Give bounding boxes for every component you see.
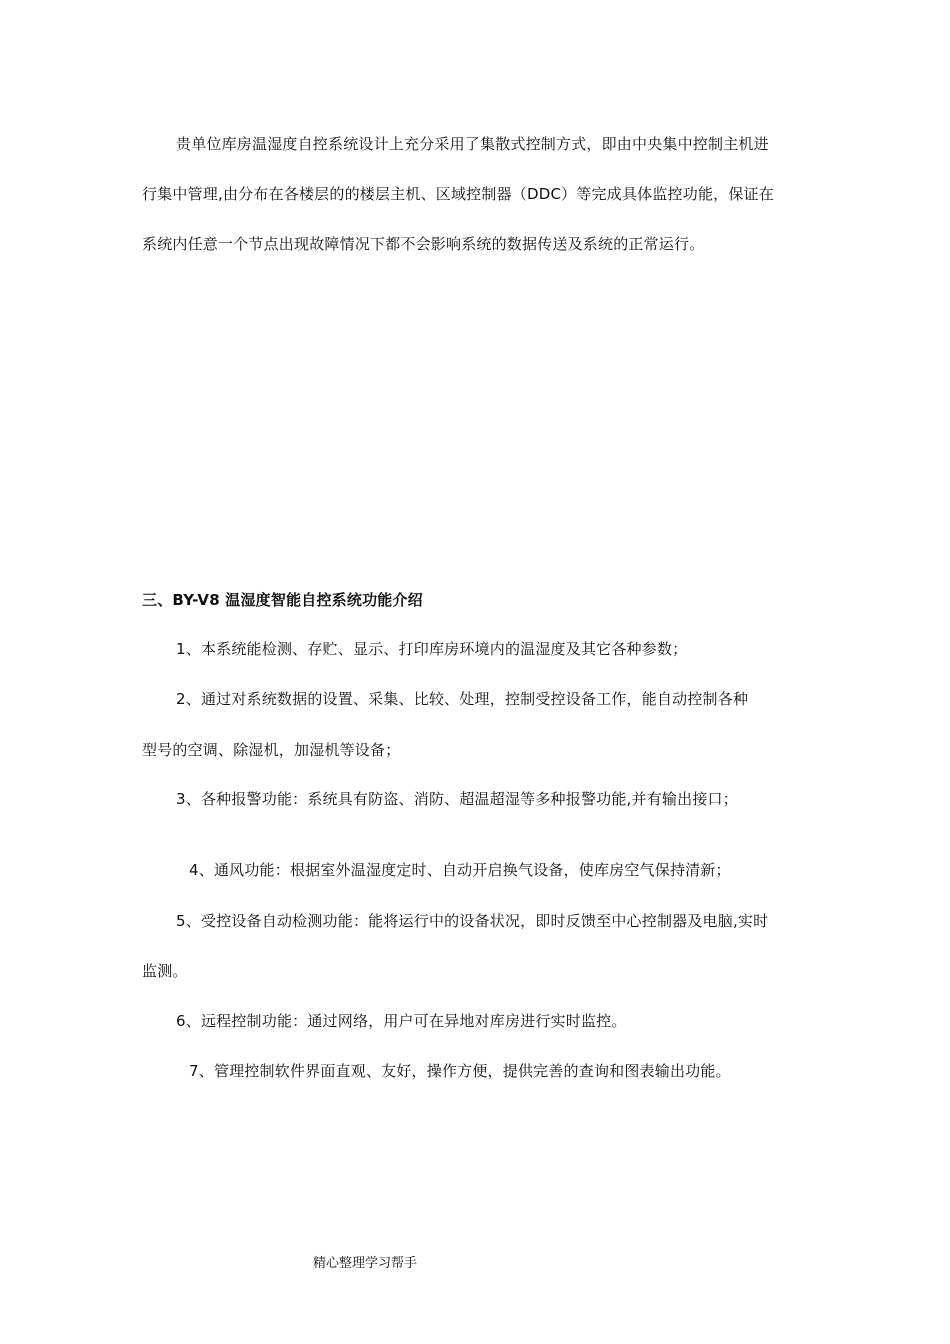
intro-line-2: 行集中管理,由分布在各楼层的的楼层主机、区域控制器（DDC）等完成具体监控功能，保证在 (142, 185, 774, 203)
section-3-heading: 三、BY-V8 温湿度智能自控系统功能介绍 (142, 591, 423, 609)
feature-item-7: 7、管理控制软件界面直观、友好，操作方便，提供完善的查询和图表输出功能。 (189, 1062, 731, 1080)
page-footer: 精心整理学习帮手 (313, 1256, 418, 1271)
feature-item-4: 4、通风功能：根据室外温湿度定时、自动开启换气设备，使库房空气保持清新； (189, 861, 731, 879)
feature-item-3: 3、各种报警功能：系统具有防盗、消防、超温超湿等多种报警功能,并有输出接口； (176, 790, 738, 808)
feature-item-5-line-1: 5、受控设备自动检测功能：能将运行中的设备状况，即时反馈至中心控制器及电脑,实时 (176, 912, 769, 930)
feature-item-6: 6、远程控制功能：通过网络，用户可在异地对库房进行实时监控。 (176, 1012, 627, 1030)
intro-line-3: 系统内任意一个节点出现故障情况下都不会影响系统的数据传送及系统的正常运行。 (142, 235, 705, 253)
feature-item-5-line-2: 监测。 (142, 962, 188, 980)
feature-item-2-line-2: 型号的空调、除湿机，加湿机等设备； (142, 741, 401, 759)
feature-item-2-line-1: 2、通过对系统数据的设置、采集、比较、处理，控制受控设备工作，能自动控制各种 (176, 690, 749, 708)
intro-line-1: 贵单位库房温湿度自控系统设计上充分采用了集散式控制方式，即由中央集中控制主机进 (176, 135, 769, 153)
feature-item-1: 1、本系统能检测、存贮、显示、打印库房环境内的温湿度及其它各种参数； (176, 640, 688, 658)
